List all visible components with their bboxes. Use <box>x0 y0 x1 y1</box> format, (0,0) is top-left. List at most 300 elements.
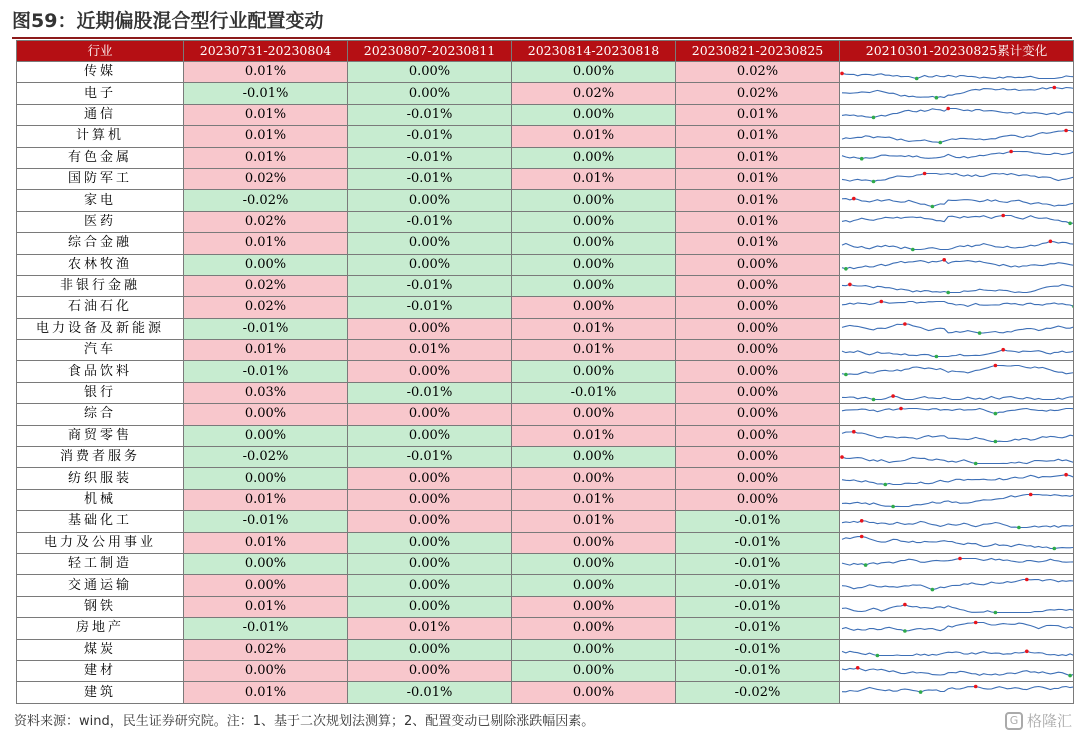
week-change-cell: -0.01% <box>512 382 676 403</box>
week-change-cell: 0.00% <box>512 404 676 425</box>
sparkline-min-marker <box>935 96 939 100</box>
sparkline-min-marker <box>911 248 915 252</box>
sparkline-path <box>842 396 1074 399</box>
week-change-cell: 0.00% <box>348 190 512 211</box>
sparkline-min-marker <box>891 504 895 508</box>
week-change-cell: -0.01% <box>676 639 840 660</box>
industry-name: 国防军工 <box>17 168 184 189</box>
industry-name: 纺织服装 <box>17 468 184 489</box>
header-week-3: 20230814-20230818 <box>512 41 676 62</box>
industry-name: 银行 <box>17 382 184 403</box>
sparkline <box>840 234 1074 253</box>
industry-name: 轻工制造 <box>17 553 184 574</box>
week-change-cell: 0.00% <box>348 62 512 83</box>
sparkline-max-marker <box>852 197 856 201</box>
sparkline-path <box>842 537 1074 549</box>
week-change-cell: 0.00% <box>512 596 676 617</box>
week-change-cell: 0.02% <box>184 211 348 232</box>
cumulative-sparkline-cell <box>840 532 1074 553</box>
sparkline-path <box>842 260 1074 269</box>
sparkline-path <box>842 284 1074 292</box>
cumulative-sparkline-cell <box>840 404 1074 425</box>
cumulative-sparkline-cell <box>840 83 1074 104</box>
sparkline <box>840 662 1074 681</box>
week-change-cell: 0.02% <box>676 62 840 83</box>
sparkline-min-marker <box>978 332 982 336</box>
cumulative-sparkline-cell <box>840 511 1074 532</box>
week-change-cell: 0.02% <box>184 297 348 318</box>
sparkline <box>840 105 1074 124</box>
table-row <box>17 404 1074 425</box>
week-change-cell: -0.01% <box>348 168 512 189</box>
sparkline-max-marker <box>891 394 895 398</box>
cumulative-sparkline-cell <box>840 596 1074 617</box>
week-change-cell: -0.01% <box>348 211 512 232</box>
sparkline-max-marker <box>958 556 962 560</box>
sparkline <box>840 384 1074 403</box>
week-change-cell: 0.00% <box>348 532 512 553</box>
sparkline-max-marker <box>903 323 907 327</box>
industry-name: 食品饮料 <box>17 361 184 382</box>
week-change-cell: 0.01% <box>184 532 348 553</box>
cumulative-sparkline-cell <box>840 233 1074 254</box>
source-note: 资料来源：wind，民生证券研究院。注：1、基于二次规划法测算；2、配置变动已剔除涨跌幅因素。 <box>14 714 595 729</box>
week-change-cell: 0.00% <box>676 382 840 403</box>
week-change-cell: -0.01% <box>676 553 840 574</box>
sparkline <box>840 448 1074 467</box>
sparkline-path <box>842 173 1074 181</box>
sparkline <box>840 148 1074 167</box>
week-change-cell: 0.02% <box>184 639 348 660</box>
week-change-cell: 0.00% <box>348 468 512 489</box>
sparkline-path <box>842 558 1074 565</box>
sparkline-path <box>842 432 1074 442</box>
sparkline-min-marker <box>872 179 876 183</box>
brand-logo-icon: G <box>1005 712 1023 730</box>
cumulative-sparkline-cell <box>840 553 1074 574</box>
table-row <box>17 104 1074 125</box>
table-row <box>17 532 1074 553</box>
cumulative-sparkline-cell <box>840 62 1074 83</box>
sparkline-path <box>842 241 1074 249</box>
week-change-cell: 0.02% <box>512 83 676 104</box>
industry-name: 机械 <box>17 489 184 510</box>
week-change-cell: 0.00% <box>348 83 512 104</box>
industry-name: 传媒 <box>17 62 184 83</box>
week-change-cell: 0.00% <box>348 511 512 532</box>
week-change-cell: 0.00% <box>184 468 348 489</box>
table-row <box>17 254 1074 275</box>
table-row <box>17 682 1074 703</box>
week-change-cell: -0.01% <box>184 511 348 532</box>
sparkline-path <box>842 301 1074 306</box>
header-week-1: 20230731-20230804 <box>184 41 348 62</box>
week-change-cell: 0.01% <box>676 211 840 232</box>
week-change-cell: 0.00% <box>512 447 676 468</box>
sparkline-min-marker <box>872 397 876 401</box>
sparkline-path <box>842 73 1074 78</box>
week-change-cell: -0.01% <box>676 660 840 681</box>
sparkline <box>840 277 1074 296</box>
industry-name: 汽车 <box>17 340 184 361</box>
sparkline <box>840 298 1074 317</box>
table-row <box>17 639 1074 660</box>
sparkline-max-marker <box>1029 492 1033 496</box>
sparkline-path <box>842 667 1074 675</box>
table-row <box>17 553 1074 574</box>
week-change-cell: 0.00% <box>512 104 676 125</box>
sparkline-max-marker <box>1009 150 1013 154</box>
header-cumulative: 20210301-20230825累计变化 <box>840 41 1074 62</box>
week-change-cell: 0.01% <box>512 511 676 532</box>
sparkline <box>840 555 1074 574</box>
sparkline <box>840 491 1074 510</box>
header-week-2: 20230807-20230811 <box>348 41 512 62</box>
sparkline-min-marker <box>915 76 919 80</box>
week-change-cell: 0.00% <box>348 660 512 681</box>
sparkline-path <box>842 152 1074 159</box>
cumulative-sparkline-cell <box>840 639 1074 660</box>
sparkline-max-marker <box>1064 473 1068 477</box>
sparkline-path <box>842 494 1074 506</box>
cumulative-sparkline-cell <box>840 168 1074 189</box>
week-change-cell: -0.01% <box>348 682 512 703</box>
sparkline <box>840 619 1074 638</box>
cumulative-sparkline-cell <box>840 275 1074 296</box>
cumulative-sparkline-cell <box>840 468 1074 489</box>
week-change-cell: 0.00% <box>348 254 512 275</box>
sparkline-path <box>842 349 1074 356</box>
figure-title: 图59：近期偏股混合型行业配置变动 <box>12 10 324 32</box>
sparkline-max-marker <box>994 364 998 368</box>
cumulative-sparkline-cell <box>840 318 1074 339</box>
sparkline <box>840 512 1074 531</box>
cumulative-sparkline-cell <box>840 104 1074 125</box>
sparkline-min-marker <box>872 116 876 120</box>
week-change-cell: -0.01% <box>348 275 512 296</box>
sparkline-max-marker <box>880 300 884 304</box>
industry-name: 家电 <box>17 190 184 211</box>
week-change-cell: 0.00% <box>184 660 348 681</box>
table-row <box>17 596 1074 617</box>
week-change-cell: 0.02% <box>184 168 348 189</box>
week-change-cell: 0.00% <box>348 575 512 596</box>
week-change-cell: 0.01% <box>512 340 676 361</box>
cumulative-sparkline-cell <box>840 126 1074 147</box>
industry-name: 有色金属 <box>17 147 184 168</box>
sparkline-max-marker <box>852 430 856 434</box>
industry-name: 基础化工 <box>17 511 184 532</box>
industry-name: 交通运输 <box>17 575 184 596</box>
sparkline-path <box>842 622 1074 631</box>
industry-name: 电力及公用事业 <box>17 532 184 553</box>
sparkline-min-marker <box>919 690 923 694</box>
week-change-cell: 0.00% <box>348 425 512 446</box>
week-change-cell: 0.00% <box>676 318 840 339</box>
industry-name: 煤炭 <box>17 639 184 660</box>
week-change-cell: 0.00% <box>512 532 676 553</box>
cumulative-sparkline-cell <box>840 618 1074 639</box>
week-change-cell: 0.01% <box>676 104 840 125</box>
table-row <box>17 211 1074 232</box>
week-change-cell: 0.00% <box>348 639 512 660</box>
week-change-cell: 0.01% <box>512 425 676 446</box>
sparkline-path <box>842 475 1074 485</box>
week-change-cell: 0.01% <box>184 596 348 617</box>
week-change-cell: -0.01% <box>348 297 512 318</box>
sparkline <box>840 683 1074 702</box>
sparkline-max-marker <box>1025 650 1029 654</box>
sparkline-min-marker <box>994 412 998 416</box>
table-row <box>17 62 1074 83</box>
week-change-cell: 0.00% <box>184 254 348 275</box>
table-row <box>17 126 1074 147</box>
table-row <box>17 340 1074 361</box>
sparkline-min-marker <box>844 373 848 377</box>
cumulative-sparkline-cell <box>840 190 1074 211</box>
week-change-cell: 0.00% <box>512 254 676 275</box>
week-change-cell: 0.00% <box>184 404 348 425</box>
industry-name: 电力设备及新能源 <box>17 318 184 339</box>
sparkline <box>840 426 1074 445</box>
industry-name: 房地产 <box>17 618 184 639</box>
table-row <box>17 660 1074 681</box>
week-change-cell: 0.00% <box>512 233 676 254</box>
table-row <box>17 83 1074 104</box>
cumulative-sparkline-cell <box>840 447 1074 468</box>
week-change-cell: 0.00% <box>512 639 676 660</box>
sparkline <box>840 212 1074 231</box>
sparkline-max-marker <box>974 685 978 689</box>
week-change-cell: 0.00% <box>348 596 512 617</box>
cumulative-sparkline-cell <box>840 660 1074 681</box>
week-change-cell: 0.01% <box>184 147 348 168</box>
week-change-cell: 0.00% <box>348 361 512 382</box>
table-row <box>17 147 1074 168</box>
sparkline-min-marker <box>1053 547 1057 551</box>
industry-name: 综合 <box>17 404 184 425</box>
sparkline <box>840 405 1074 424</box>
week-change-cell: 0.01% <box>676 147 840 168</box>
sparkline-min-marker <box>884 483 888 487</box>
industry-name: 建材 <box>17 660 184 681</box>
week-change-cell: 0.00% <box>348 489 512 510</box>
sparkline-min-marker <box>860 157 864 161</box>
week-change-cell: 0.00% <box>512 190 676 211</box>
sparkline-path <box>842 687 1074 693</box>
week-change-cell: -0.02% <box>184 190 348 211</box>
industry-name: 钢铁 <box>17 596 184 617</box>
cumulative-sparkline-cell <box>840 425 1074 446</box>
cumulative-sparkline-cell <box>840 147 1074 168</box>
cumulative-sparkline-cell <box>840 575 1074 596</box>
sparkline-path <box>842 521 1074 528</box>
sparkline <box>840 191 1074 210</box>
sparkline-max-marker <box>1053 86 1057 90</box>
industry-name: 非银行金融 <box>17 275 184 296</box>
table-row <box>17 489 1074 510</box>
title-rule <box>12 37 1072 39</box>
sparkline-min-marker <box>974 461 978 465</box>
week-change-cell: -0.01% <box>348 382 512 403</box>
sparkline-min-marker <box>994 611 998 615</box>
week-change-cell: 0.01% <box>348 618 512 639</box>
sparkline <box>840 640 1074 659</box>
industry-name: 医药 <box>17 211 184 232</box>
industry-name: 商贸零售 <box>17 425 184 446</box>
sparkline <box>840 170 1074 189</box>
brand-watermark <box>1005 709 1072 733</box>
cumulative-sparkline-cell <box>840 297 1074 318</box>
sparkline-path <box>842 216 1074 224</box>
sparkline-path <box>842 580 1074 590</box>
week-change-cell: 0.01% <box>676 168 840 189</box>
week-change-cell: 0.00% <box>512 361 676 382</box>
week-change-cell: 0.00% <box>676 447 840 468</box>
sparkline-path <box>842 324 1074 333</box>
week-change-cell: 0.01% <box>676 190 840 211</box>
sparkline-min-marker <box>935 354 939 358</box>
sparkline <box>840 63 1074 82</box>
week-change-cell: 0.00% <box>184 553 348 574</box>
industry-name: 电子 <box>17 83 184 104</box>
sparkline-max-marker <box>923 171 927 175</box>
sparkline-min-marker <box>1017 526 1021 530</box>
industry-name: 消费者服务 <box>17 447 184 468</box>
sparkline-max-marker <box>1049 239 1053 243</box>
table-row <box>17 575 1074 596</box>
sparkline-path <box>842 457 1074 463</box>
week-change-cell: 0.00% <box>676 425 840 446</box>
cumulative-sparkline-cell <box>840 340 1074 361</box>
brand-name: 格隆汇 <box>1026 712 1072 730</box>
sparkline <box>840 597 1074 616</box>
sparkline-max-marker <box>840 71 844 75</box>
week-change-cell: 0.02% <box>184 275 348 296</box>
sparkline <box>840 127 1074 146</box>
week-change-cell: 0.00% <box>512 660 676 681</box>
sparkline-path <box>842 130 1074 142</box>
table-row <box>17 297 1074 318</box>
sparkline-max-marker <box>1025 578 1029 582</box>
week-change-cell: 0.00% <box>184 575 348 596</box>
sparkline-path <box>842 199 1074 207</box>
table-row <box>17 447 1074 468</box>
week-change-cell: 0.00% <box>348 318 512 339</box>
table-row <box>17 168 1074 189</box>
sparkline <box>840 576 1074 595</box>
week-change-cell: 0.00% <box>676 297 840 318</box>
cumulative-sparkline-cell <box>840 254 1074 275</box>
sparkline <box>840 84 1074 103</box>
sparkline-max-marker <box>946 107 950 111</box>
week-change-cell: 0.00% <box>676 340 840 361</box>
sparkline-max-marker <box>942 258 946 262</box>
cumulative-sparkline-cell <box>840 211 1074 232</box>
week-change-cell: 0.01% <box>184 104 348 125</box>
week-change-cell: 0.00% <box>512 468 676 489</box>
sparkline-path <box>842 88 1074 98</box>
sparkline-min-marker <box>876 654 880 658</box>
table-header-row <box>17 41 1074 62</box>
week-change-cell: 0.00% <box>676 361 840 382</box>
week-change-cell: 0.00% <box>676 489 840 510</box>
sparkline-max-marker <box>1001 214 1005 218</box>
week-change-cell: 0.01% <box>184 126 348 147</box>
sparkline-min-marker <box>939 141 943 145</box>
week-change-cell: 0.01% <box>512 168 676 189</box>
week-change-cell: 0.01% <box>676 126 840 147</box>
week-change-cell: -0.01% <box>184 618 348 639</box>
week-change-cell: -0.01% <box>676 511 840 532</box>
week-change-cell: -0.02% <box>184 447 348 468</box>
sparkline-max-marker <box>848 282 852 286</box>
sparkline-max-marker <box>860 519 864 523</box>
week-change-cell: -0.01% <box>676 575 840 596</box>
week-change-cell: 0.00% <box>512 682 676 703</box>
week-change-cell: -0.01% <box>348 104 512 125</box>
table-row <box>17 318 1074 339</box>
sparkline-min-marker <box>946 290 950 294</box>
table-row <box>17 190 1074 211</box>
table-row <box>17 233 1074 254</box>
week-change-cell: -0.01% <box>676 618 840 639</box>
sparkline <box>840 255 1074 274</box>
sparkline-path <box>842 109 1074 118</box>
table-row <box>17 361 1074 382</box>
week-change-cell: 0.01% <box>184 489 348 510</box>
week-change-cell: -0.01% <box>348 126 512 147</box>
sparkline-min-marker <box>931 205 935 209</box>
week-change-cell: -0.01% <box>184 361 348 382</box>
week-change-cell: 0.02% <box>676 83 840 104</box>
week-change-cell: 0.01% <box>348 340 512 361</box>
sparkline-min-marker <box>931 588 935 592</box>
week-change-cell: 0.01% <box>184 62 348 83</box>
industry-name: 建筑 <box>17 682 184 703</box>
industry-name: 综合金融 <box>17 233 184 254</box>
header-industry: 行业 <box>17 41 184 62</box>
table-row <box>17 468 1074 489</box>
week-change-cell: -0.01% <box>184 83 348 104</box>
sparkline-path <box>842 605 1074 613</box>
sparkline <box>840 341 1074 360</box>
sparkline-min-marker <box>1068 673 1072 677</box>
week-change-cell: 0.00% <box>512 618 676 639</box>
week-change-cell: -0.01% <box>348 147 512 168</box>
cumulative-sparkline-cell <box>840 382 1074 403</box>
week-change-cell: 0.00% <box>676 254 840 275</box>
sparkline-path <box>842 366 1074 375</box>
sparkline-min-marker <box>903 629 907 633</box>
week-change-cell: 0.00% <box>512 297 676 318</box>
week-change-cell: 0.01% <box>512 126 676 147</box>
week-change-cell: 0.01% <box>184 340 348 361</box>
sparkline-max-marker <box>1001 348 1005 352</box>
sparkline-max-marker <box>840 455 844 459</box>
sparkline-min-marker <box>1072 305 1073 309</box>
cumulative-sparkline-cell <box>840 361 1074 382</box>
sparkline-max-marker <box>860 535 864 539</box>
sparkline <box>840 533 1074 552</box>
sparkline-max-marker <box>974 621 978 625</box>
week-change-cell: 0.01% <box>676 233 840 254</box>
week-change-cell: 0.00% <box>512 575 676 596</box>
cumulative-sparkline-cell <box>840 682 1074 703</box>
table-row <box>17 425 1074 446</box>
week-change-cell: -0.01% <box>676 532 840 553</box>
week-change-cell: 0.01% <box>512 489 676 510</box>
